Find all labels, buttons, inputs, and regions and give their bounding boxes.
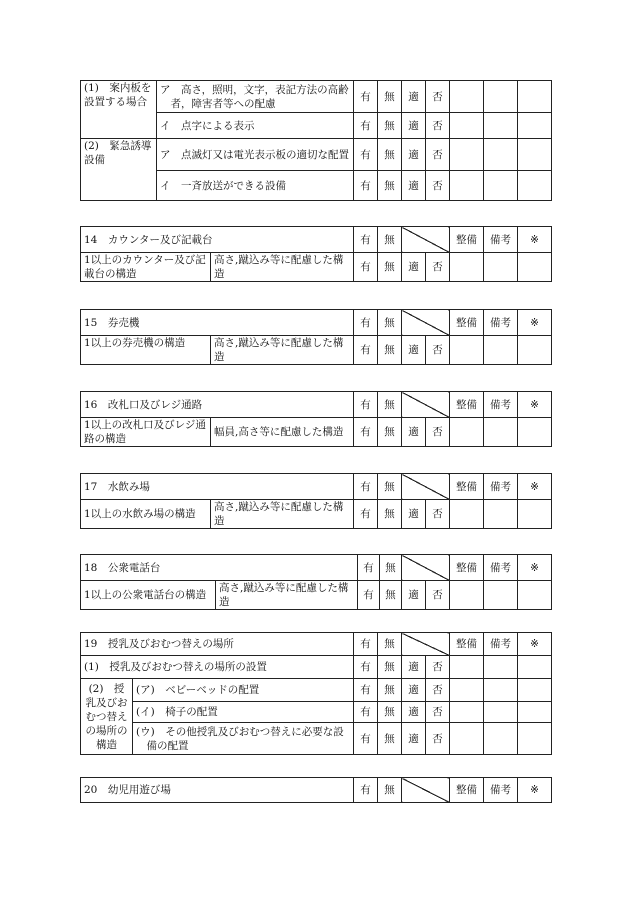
ng-cell: 否: [426, 679, 450, 702]
yes-cell: 有: [354, 81, 378, 113]
category-cell: (2) 緊急誘導設備: [81, 139, 157, 201]
ng-cell: 否: [426, 171, 450, 201]
diagonal-cell: [402, 392, 450, 418]
no-cell: 無: [378, 336, 402, 365]
table-row: [81, 723, 552, 755]
ok-cell: 適: [402, 171, 426, 201]
item-cell: (ウ) その他授乳及びおむつ替えに必要な設備の配置: [133, 723, 354, 755]
biko-header: 備考: [484, 474, 518, 500]
ok-cell: 適: [402, 656, 426, 679]
ng-cell: 否: [426, 656, 450, 679]
yes-cell: 有: [354, 723, 378, 755]
seibi-header: 整備: [450, 310, 484, 336]
kome-header: ※: [518, 392, 552, 418]
table-header-row: [81, 633, 552, 656]
section-title: 18 公衆電話台: [81, 555, 358, 581]
yes-cell: 有: [354, 310, 378, 336]
category-cell: 1以上の公衆電話台の構造: [81, 581, 216, 610]
no-cell: 無: [378, 656, 402, 679]
ng-cell: 否: [426, 139, 450, 171]
yes-cell: 有: [354, 253, 378, 282]
no-cell: 無: [378, 702, 402, 723]
biko-header: 備考: [484, 392, 518, 418]
yes-cell: 有: [354, 392, 378, 418]
table-kids-play-area: [80, 777, 552, 803]
yes-cell: 有: [354, 500, 378, 529]
ok-cell: 適: [402, 113, 426, 139]
kome-header: ※: [518, 310, 552, 336]
item-cell: 高さ,蹴込み等に配慮した構造: [211, 336, 354, 365]
no-cell: 無: [378, 253, 402, 282]
ok-cell: 適: [402, 418, 426, 447]
item-cell: (1) 授乳及びおむつ替えの場所の設置: [81, 656, 354, 679]
diagonal-cell: [402, 778, 450, 803]
kome-header: ※: [518, 555, 552, 581]
seibi-header: 整備: [450, 474, 484, 500]
category-cell: (1) 案内板を設置する場合: [81, 81, 157, 139]
category-cell: (2) 授乳及びおむつ替えの場所の構造: [81, 679, 133, 755]
diagonal-cell: [402, 633, 450, 656]
ng-cell: 否: [426, 723, 450, 755]
ng-cell: 否: [426, 418, 450, 447]
ok-cell: 適: [402, 336, 426, 365]
ok-cell: 適: [402, 81, 426, 113]
no-cell: 無: [380, 581, 402, 610]
table-ticket-gate: [80, 391, 552, 447]
yes-cell: 有: [354, 336, 378, 365]
table-row: [81, 702, 552, 723]
ok-cell: 適: [402, 702, 426, 723]
ng-cell: 否: [426, 500, 450, 529]
diagonal-cell: [402, 310, 450, 336]
table-row: [81, 253, 552, 282]
item-cell: (イ) 椅子の配置: [133, 702, 354, 723]
yes-cell: 有: [354, 171, 378, 201]
biko-header: 備考: [484, 633, 518, 656]
no-cell: 無: [378, 474, 402, 500]
category-cell: 1以上の改札口及びレジ通路の構造: [81, 418, 211, 447]
item-cell: 幅員,高さ等に配慮した構造: [211, 418, 354, 447]
item-cell: イ 点字による表示: [157, 113, 354, 139]
table-row: [81, 418, 552, 447]
kome-header: ※: [518, 633, 552, 656]
ng-cell: 否: [426, 581, 450, 610]
ng-cell: 否: [426, 113, 450, 139]
no-cell: 無: [378, 418, 402, 447]
ok-cell: 適: [402, 500, 426, 529]
table-row: [81, 656, 552, 679]
no-cell: 無: [378, 679, 402, 702]
no-cell: 無: [378, 633, 402, 656]
seibi-header: 整備: [450, 778, 484, 803]
no-cell: 無: [378, 500, 402, 529]
table-row: [81, 581, 552, 610]
item-cell: 高さ,蹴込み等に配慮した構造: [211, 253, 354, 282]
kome-header: ※: [518, 778, 552, 803]
ok-cell: 適: [402, 679, 426, 702]
diagonal-cell: [402, 227, 450, 253]
no-cell: 無: [378, 392, 402, 418]
no-cell: 無: [378, 139, 402, 171]
item-cell: ア 高さ，照明，文字，表記方法の高齢者，障害者等への配慮: [157, 81, 354, 113]
ng-cell: 否: [426, 253, 450, 282]
ng-cell: 否: [426, 336, 450, 365]
table-counter: [80, 226, 552, 282]
no-cell: 無: [378, 723, 402, 755]
diagonal-cell: [402, 555, 450, 581]
ok-cell: 適: [402, 581, 426, 610]
section-title: 19 授乳及びおむつ替えの場所: [81, 633, 354, 656]
ok-cell: 適: [402, 139, 426, 171]
table-row: [81, 679, 552, 702]
biko-header: 備考: [484, 778, 518, 803]
table-row: [81, 500, 552, 529]
table-guidance: [80, 80, 552, 201]
yes-cell: 有: [354, 702, 378, 723]
no-cell: 無: [378, 227, 402, 253]
biko-header: 備考: [484, 555, 518, 581]
biko-header: 備考: [484, 310, 518, 336]
item-cell: 高さ,蹴込み等に配慮した構造: [211, 500, 354, 529]
no-cell: 無: [378, 310, 402, 336]
section-title: 14 カウンター及び記載台: [81, 227, 354, 253]
item-cell: 高さ,蹴込み等に配慮した構造: [216, 581, 358, 610]
section-title: 20 幼児用遊び場: [81, 778, 354, 803]
table-header-row: [81, 310, 552, 336]
ng-cell: 否: [426, 702, 450, 723]
category-cell: 1以上の水飲み場の構造: [81, 500, 211, 529]
table-nursing-room: [80, 632, 552, 755]
yes-cell: 有: [354, 633, 378, 656]
table-row: [81, 336, 552, 365]
table-header-row: [81, 474, 552, 500]
item-cell: イ 一斉放送ができる設備: [157, 171, 354, 201]
ok-cell: 適: [402, 253, 426, 282]
item-cell: ア 点滅灯又は電光表示板の適切な配置: [157, 139, 354, 171]
seibi-header: 整備: [450, 555, 484, 581]
category-cell: 1以上の券売機の構造: [81, 336, 211, 365]
kome-header: ※: [518, 474, 552, 500]
yes-cell: 有: [354, 113, 378, 139]
section-title: 17 水飲み場: [81, 474, 354, 500]
yes-cell: 有: [354, 139, 378, 171]
table-ticket-machine: [80, 309, 552, 365]
yes-cell: 有: [358, 581, 380, 610]
table-header-row: [81, 555, 552, 581]
table-header-row: [81, 392, 552, 418]
ok-cell: 適: [402, 723, 426, 755]
table-drinking-fountain: [80, 473, 552, 529]
yes-cell: 有: [354, 418, 378, 447]
no-cell: 無: [378, 778, 402, 803]
yes-cell: 有: [354, 679, 378, 702]
table-row: [81, 139, 552, 171]
kome-header: ※: [518, 227, 552, 253]
section-title: 16 改札口及びレジ通路: [81, 392, 354, 418]
yes-cell: 有: [354, 778, 378, 803]
seibi-header: 整備: [450, 392, 484, 418]
yes-cell: 有: [354, 474, 378, 500]
table-header-row: [81, 227, 552, 253]
table-header-row: [81, 778, 552, 803]
yes-cell: 有: [354, 656, 378, 679]
yes-cell: 有: [354, 227, 378, 253]
biko-header: 備考: [484, 227, 518, 253]
seibi-header: 整備: [450, 633, 484, 656]
table-row: [81, 81, 552, 113]
item-cell: (ア) ベビーベッドの配置: [133, 679, 354, 702]
ng-cell: 否: [426, 81, 450, 113]
category-cell: 1以上のカウンター及び記載台の構造: [81, 253, 211, 282]
table-public-phone: [80, 554, 552, 610]
section-title: 15 券売機: [81, 310, 354, 336]
diagonal-cell: [402, 474, 450, 500]
yes-cell: 有: [358, 555, 380, 581]
no-cell: 無: [378, 81, 402, 113]
no-cell: 無: [378, 171, 402, 201]
no-cell: 無: [378, 113, 402, 139]
no-cell: 無: [380, 555, 402, 581]
seibi-header: 整備: [450, 227, 484, 253]
